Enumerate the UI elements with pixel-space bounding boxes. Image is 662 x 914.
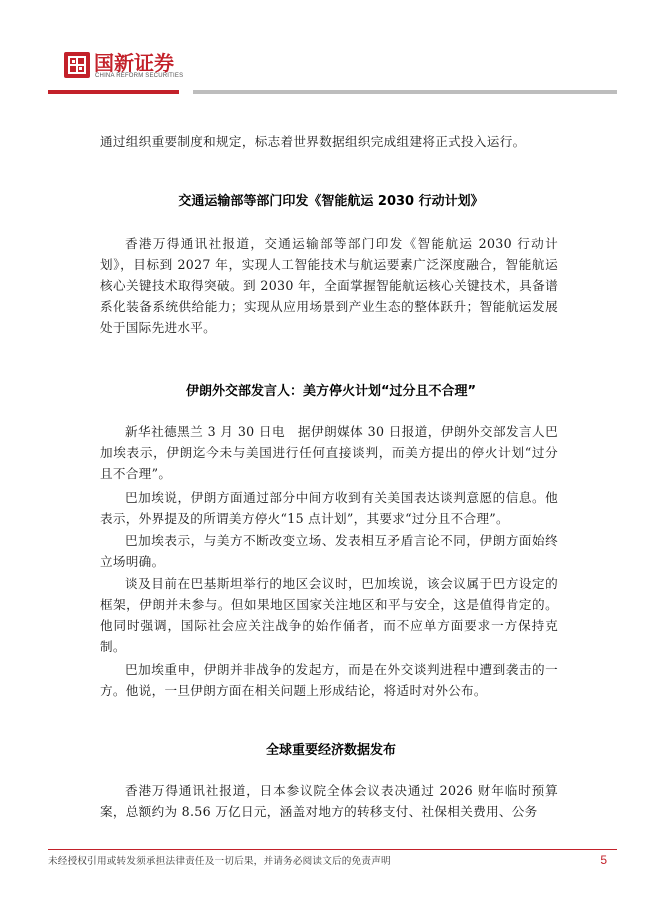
- header-rule-accent: [48, 90, 179, 94]
- footer-rule: [48, 849, 617, 850]
- paragraph-intro: 通过组织重要制度和规定，标志着世界数据组织完成组建将正式投入运行。: [100, 134, 526, 149]
- paragraph-smart-shipping: 香港万得通讯社报道，交通运输部等部门印发《智能航运 2030 行动计划》，目标到 2027 年，实现人工智能技术与航运要素广泛深度融合，智能航运核心关键技术取得突破。到 2030 年，全面掌握智能航运核心关键技术，具备谱系化装备系统供给能力；实现从应用场景到产业生态的整体跃升；智能航运发展处于国际先进水平。: [100, 236, 558, 335]
- paragraph-iran-1: 新华社德黑兰 3 月 30 日电 据伊朗媒体 30 日报道，伊朗外交部发言人巴加埃表示，伊朗迄今未与美国进行任何直接谈判，而美方提出的停火计划“过分且不合理”。: [100, 424, 558, 481]
- brand-name: 国新证券: [94, 51, 174, 75]
- paragraph-iran-2: 巴加埃说，伊朗方面通过部分中间方收到有关美国表达谈判意愿的信息。他表示，外界提及的所谓美方停火“15 点计划”，其要求“过分且不合理”。: [100, 490, 558, 526]
- page-number: 5: [600, 853, 607, 867]
- paragraph-iran-4: 谈及目前在巴基斯坦举行的地区会议时，巴加埃说，该会议属于巴方设定的框架，伊朗并未参与。但如果地区国家关注地区和平与安全，这是值得肯定的。他同时强调，国际社会应关注战争的始作俑者，而不应单方面要求一方保持克制。: [100, 576, 558, 654]
- page-header: [0, 0, 662, 100]
- footer-disclaimer: 未经授权引用或转发须承担法律责任及一切后果，并请务必阅读文后的免责声明: [48, 856, 391, 867]
- heading-smart-shipping: 交通运输部等部门印发《智能航运 2030 行动计划》: [178, 194, 484, 209]
- heading-economic-data: 全球重要经济数据发布: [265, 743, 396, 758]
- logo-mark-icon: [64, 52, 90, 78]
- heading-iran-ceasefire: 伊朗外交部发言人：美方停火计划“过分且不合理”: [185, 384, 477, 399]
- paragraph-iran-3: 巴加埃表示，与美方不断改变立场、发表相互矛盾言论不同，伊朗方面始终立场明确。: [100, 533, 558, 569]
- header-rule: [193, 90, 617, 94]
- brand-subtitle: CHINA REFORM SECURITIES: [95, 73, 184, 79]
- paragraph-economic-data: 香港万得通讯社报道，日本参议院全体会议表决通过 2026 财年临时预算案，总额约为 8.56 万亿日元，涵盖对地方的转移支付、社保相关费用、公务: [100, 783, 558, 819]
- paragraph-iran-5: 巴加埃重申，伊朗并非战争的发起方，而是在外交谈判进程中遭到袭击的一方。他说，一旦伊朗方面在相关问题上形成结论，将适时对外公布。: [100, 662, 558, 698]
